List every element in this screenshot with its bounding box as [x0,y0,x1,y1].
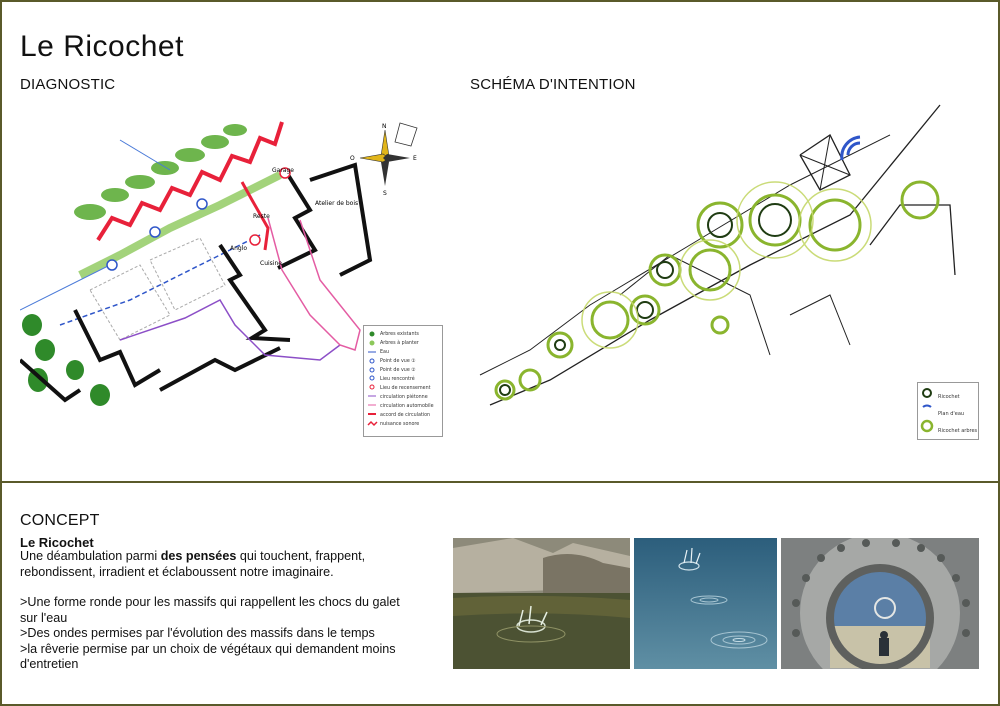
concept-bullet: >Une forme ronde pour les massifs qui rappellent les chocs du galet sur l'eau [20,595,400,625]
concept-bullet: >la rêverie permise par un choix de végétaux qui demandent moins d'entretien [20,641,396,671]
legend-item: circulation piétonne [380,395,428,400]
legend-item: accord de circulation [380,413,431,418]
diagnostic-legend [363,325,443,437]
compass-icon [345,118,430,198]
concept-subtitle: Le Ricochet [20,535,94,550]
concept-intro [20,549,420,580]
concept-intro-end: qui touchent, frappent, rebondissent, irradient et éclaboussent notre imaginaire. [20,549,366,579]
label-garage: Garage [272,167,294,174]
concept-text [20,549,420,673]
concept-intro-start: Une déambulation parmi [20,549,161,563]
schema-drawing [470,95,970,415]
label-atelier: Atelier de bois [315,200,359,207]
section-divider [0,481,1000,483]
compass-s: S [383,190,387,197]
label-anglo: Anglo [230,245,248,252]
legend-item: Arbres à planter [380,341,419,346]
legend-item: Lieu rencontré [380,377,415,382]
schema-legend [917,382,979,440]
compass-e: E [413,155,417,162]
legend-item: Arbres existants [380,332,419,337]
legend-item: Eau [380,350,390,355]
legend-item: Ricochet arbres [938,428,978,434]
legend-item: nuisance sonore [380,422,420,427]
stone-splash-photo [453,538,630,669]
concept-bullet: >Des ondes permises par l'évolution des massifs dans le temps [20,626,375,640]
legend-item: Plan d'eau [938,411,965,417]
concept-heading: CONCEPT [20,512,100,529]
diagnostic-heading: DIAGNOSTIC [20,76,116,93]
legend-item: Ricochet [938,394,960,400]
concept-intro-bold: des pensées [160,549,237,563]
diagnostic-legend-list [380,330,434,429]
legend-item: Point de vue ① [380,359,416,364]
label-cuisine: Cuisine [260,260,282,267]
label-reste: Reste [253,213,270,220]
compass-o: O [350,155,355,162]
legend-item: Lieu de recensement [380,386,431,391]
legend-item: Point de vue ② [380,368,416,373]
schema-legend-list [938,389,977,440]
water-ripple-photo [634,538,777,669]
page-title: Le Ricochet [20,30,184,63]
tunnel-sculpture-photo [781,538,979,669]
concept-spacer [20,580,420,595]
schema-heading: SCHÉMA D'INTENTION [470,76,636,93]
legend-item: circulation automobile [380,404,434,409]
compass-n: N [382,123,387,130]
